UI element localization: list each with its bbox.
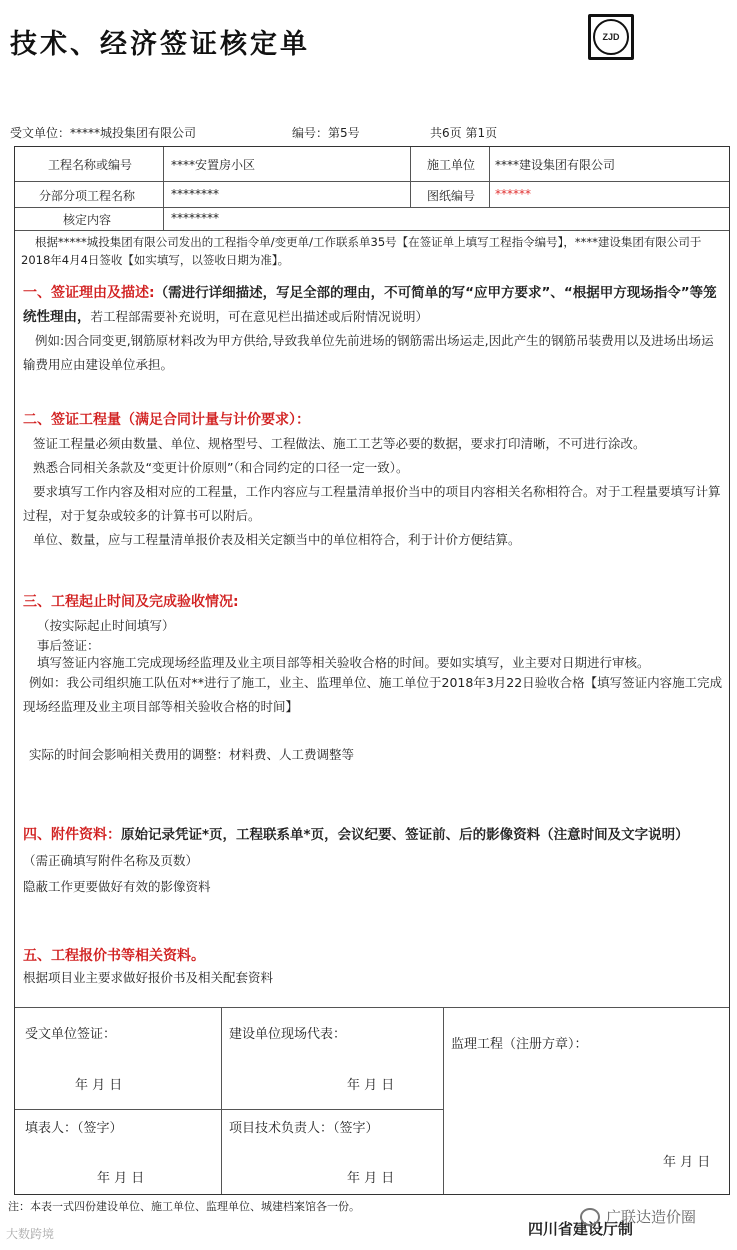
sec4-heading: 四、附件资料： [23, 827, 121, 843]
sec3-p1: （按实际起止时间填写） [37, 618, 175, 633]
sec4-heading-bold: 原始记录凭证*页，工程联系单*页，会议纪要、签证前、后的影像资料（注意时间及文字说明） [121, 827, 689, 843]
builder-rep-date: 年 月 日 [347, 1078, 395, 1093]
section-5 [23, 945, 723, 989]
sec2-p2: 熟悉合同相关条款及“变更计价原则”（和合同约定的口径一定一致）。 [33, 460, 409, 475]
supervisor-date: 年 月 日 [663, 1155, 711, 1170]
recipient-sign-label: 受文单位签证： [25, 1027, 117, 1042]
content-value: ******** [171, 211, 219, 225]
section-3 [23, 590, 723, 767]
tech-lead-label: 项目技术负责人：（签字） [229, 1121, 379, 1136]
sec5-heading: 五、工程报价书等相关资料。 [23, 948, 205, 964]
footnote: 注：本表一式四份建设单位、施工单位、监理单位、城建档案馆各一份。 [8, 1200, 360, 1213]
sec2-p1: 签证工程量必须由数量、单位、规格型号、工程做法、施工工艺等必要的数据，要求打印清晰，不可进行涂改。 [33, 436, 646, 451]
drawing-label: 图纸编号 [427, 189, 476, 203]
issuing-org: 四川省建设厅制 [528, 1220, 634, 1238]
subproject-value: ******** [171, 187, 219, 201]
filler-label: 填表人：（签字） [25, 1121, 123, 1136]
sec4-p2: 隐蔽工作更要做好有效的影像资料 [23, 879, 211, 894]
builder-rep-label: 建设单位现场代表： [229, 1027, 347, 1042]
filler-date: 年 月 日 [97, 1171, 145, 1186]
drawing-value: ****** [495, 187, 531, 201]
wechat-icon [580, 1208, 600, 1226]
watermark-right-text: 广联达造价圈 [606, 1208, 697, 1226]
watermark-left: 大数跨境 [6, 1227, 55, 1241]
recipient-sign-date: 年 月 日 [75, 1078, 123, 1093]
sec2-p4: 单位、数量，应与工程量清单报价表及相关定额当中的单位相符合，利于计价方便结算。 [33, 532, 521, 547]
sec4-p1: （需正确填写附件名称及页数） [23, 853, 199, 868]
company-logo [588, 14, 634, 60]
sec3-p4: 例如：我公司组织施工队伍对**进行了施工，业主、监理单位、施工单位于2018年3月22日验收合格【填写签证内容施工完成现场经监理及业主项目部等相关验收合格的时间】 [23, 675, 723, 714]
logo-text: ZJD [593, 19, 629, 55]
doc-number: 编号：第5号 [292, 126, 360, 140]
sec3-p5: 实际的时间会影响相关费用的调整：材料费、人工费调整等 [29, 747, 355, 762]
sec1-heading-tail: 若工程部需要补充说明，可在意见栏出描述或后附情况说明） [90, 309, 429, 324]
sec3-heading: 三、工程起止时间及完成验收情况: [23, 594, 239, 610]
section-4 [23, 822, 723, 900]
sec1-heading-bold: （需进行详细描述，写足全部的理由，不可简单的写“应甲方要求”、“根据甲方现场指令”等笼统性理由， [23, 285, 717, 325]
constructor-value: ****建设集团有限公司 [495, 158, 616, 172]
section-2 [23, 408, 723, 552]
sec1-heading: 一、签证理由及描述: [23, 285, 155, 301]
project-name-label: 工程名称或编号 [48, 158, 133, 172]
sec2-p3: 要求填写工作内容及相对应的工程量，工作内容应与工程量清单报价当中的项目内容相关名称相符合。对于工程量要填写计算过程，对于复杂或较多的计算书可以附后。 [23, 484, 721, 523]
tech-lead-date: 年 月 日 [347, 1171, 395, 1186]
content-label: 核定内容 [63, 213, 112, 227]
supervisor-label: 监理工程（注册方章）： [451, 1037, 588, 1052]
page-title: 技术、经济签证核定单 [10, 29, 310, 60]
sec1-example: 例如:因合同变更,钢筋原材料改为甲方供给,导致我单位先前进场的钢筋需出场运走,因此产生的钢筋吊装费用以及进场出场运输费用应由建设单位承担。 [23, 333, 714, 372]
sec5-p1: 根据项目业主要求做好报价书及相关配套资料 [23, 970, 274, 985]
form-table [14, 146, 730, 1195]
subproject-label: 分部分项工程名称 [39, 189, 136, 203]
sec3-p2: 事后签证： [37, 638, 100, 653]
sec3-p3: 填写签证内容施工完成现场经监理及业主项目部等相关验收合格的时间。要如实填写，业主要对日期进行审核。 [37, 655, 650, 670]
project-name-value: ****安置房小区 [171, 158, 256, 172]
recipient-unit: 受文单位：*****城投集团有限公司 [10, 126, 197, 140]
watermark-right [580, 1206, 696, 1227]
intro-text [21, 233, 723, 269]
sec2-heading: 二、签证工程量（满足合同计量与计价要求）： [23, 412, 310, 428]
intro-paragraph: 根据*****城投集团有限公司发出的工程指令单/变更单/工作联系单35号【在签证单上填写工程指令编号】，****建设集团有限公司于2018年4月4日签收【如实填写，以签收日期为准】。 [21, 235, 702, 267]
page-count: 共6页 第1页 [430, 126, 498, 140]
constructor-label: 施工单位 [427, 158, 476, 172]
section-1 [23, 281, 723, 377]
